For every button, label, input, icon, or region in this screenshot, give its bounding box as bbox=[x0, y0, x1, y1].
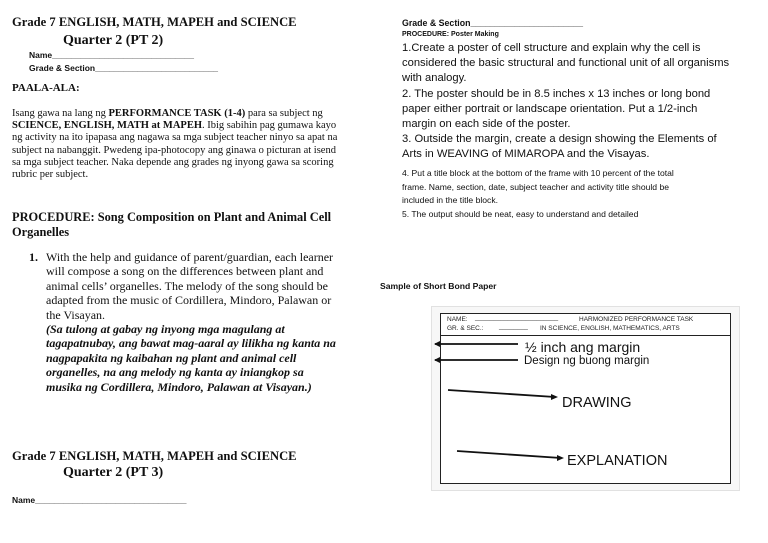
margin-label: ½ inch ang margin bbox=[525, 339, 641, 355]
list-number: 1. bbox=[29, 250, 38, 264]
drawing-arrowhead bbox=[551, 394, 558, 400]
procedure-poster-label: PROCEDURE: Poster Making bbox=[402, 31, 499, 38]
sample-bond-paper bbox=[431, 306, 740, 491]
sample-arrows bbox=[432, 307, 739, 490]
paala-line: rubric per subject. bbox=[12, 169, 89, 181]
drawing-label: DRAWING bbox=[562, 395, 632, 411]
song-composition-item: With the help and guidance of parent/guardian, each learner will compose a song on the differences between plant and animal cells’ organelles. The melody of the song should be adapted from the music of Cordillera, Mindoro, Palawan or the Visayan. (Sa tulong at gabay ng inyong mga magulang at tagapatnubay, ang bawat mag-aaral ay lilikha ng kanta na nagpapakita ng kaibahan ng plant and animal cell organelles, na ang melody ng kanta ay iniangkop sa musika ng Cordillera, Mindoro, Palawan at Visayan.) bbox=[46, 250, 336, 394]
explanation-arrowhead bbox=[557, 455, 564, 461]
design-arrowhead bbox=[434, 357, 440, 363]
paala-line: SCIENCE, ENGLISH, MATH at MAPEH. Ibig sabihin pag gumawa kayo bbox=[12, 120, 337, 132]
quarter-pt3: Quarter 2 (PT 3) bbox=[63, 465, 164, 480]
quarter-pt2: Quarter 2 (PT 2) bbox=[63, 33, 164, 48]
paala-line: Isang gawa na lang ng PERFORMANCE TASK (1-4) para sa subject ng bbox=[12, 108, 323, 119]
name-field[interactable]: Name______________________________ bbox=[29, 50, 194, 60]
paala-ala-title: PAALA-ALA: bbox=[12, 82, 80, 94]
poster-steps-small: 4. Put a title block at the bottom of the frame with 10 percent of the total frame. Name, section, date, subject teacher and activity title should be included in the title block. 5. The output should be neat, easy to understand and detailed bbox=[402, 168, 674, 219]
drawing-arrow bbox=[448, 390, 555, 397]
paala-line: subject na nabanggit. Pwedeng ipa-photocopy ang ginawa o picturan at isend bbox=[12, 144, 336, 156]
poster-steps: 1.Create a poster of cell structure and explain why the cell is considered the basic structural and functional unit of all organisms with analogy. 2. The poster should be in 8.5 inches x 13 inches or long bond paper either portrait or landscape orientation. Put a 1/2-inch margin on each side of the poster. 3. Outside the margin, create a design showing the Elements of Arts in WEAVING of MIMAROPA and the Visayas. bbox=[402, 42, 730, 161]
grade-section-field[interactable]: Grade & Section__________________________ bbox=[29, 63, 219, 73]
paala-line: sa mga subject teacher. Naka depende ang grades ng inyong gawa sa scoring bbox=[12, 156, 334, 168]
name-field-pt3[interactable]: Name________________________________ bbox=[12, 495, 187, 505]
margin-arrowhead bbox=[434, 341, 440, 347]
explanation-arrow bbox=[457, 451, 561, 458]
paala-line: ng activity na ito ipapasa ang nagawa sa mga subject teacher ninyo sa apat na bbox=[12, 132, 338, 144]
procedure-title: PROCEDURE: Song Composition on Plant and Animal Cell bbox=[12, 210, 332, 224]
sample-caption: Sample of Short Bond Paper bbox=[380, 281, 497, 291]
explanation-label: EXPLANATION bbox=[567, 453, 668, 469]
title-block-row-2: GR. & SEC.: ________ IN SCIENCE, ENGLISH, MATHEMATICS, ARTS bbox=[447, 323, 680, 332]
heading-grade7-pt2: Grade 7 ENGLISH, MATH, MAPEH and SCIENCE bbox=[12, 15, 297, 29]
heading-grade7-pt3: Grade 7 ENGLISH, MATH, MAPEH and SCIENCE bbox=[12, 449, 297, 463]
design-label: Design ng buong margin bbox=[524, 355, 650, 367]
procedure-title-cont: Organelles bbox=[12, 225, 70, 239]
paala-ala-paragraph bbox=[12, 108, 367, 181]
grade-section-field-right[interactable]: Grade & Section_______________________ bbox=[402, 18, 583, 28]
title-block-row-1: NAME: _______________________ HARMONIZED PERFORMANCE TASK bbox=[447, 314, 694, 323]
